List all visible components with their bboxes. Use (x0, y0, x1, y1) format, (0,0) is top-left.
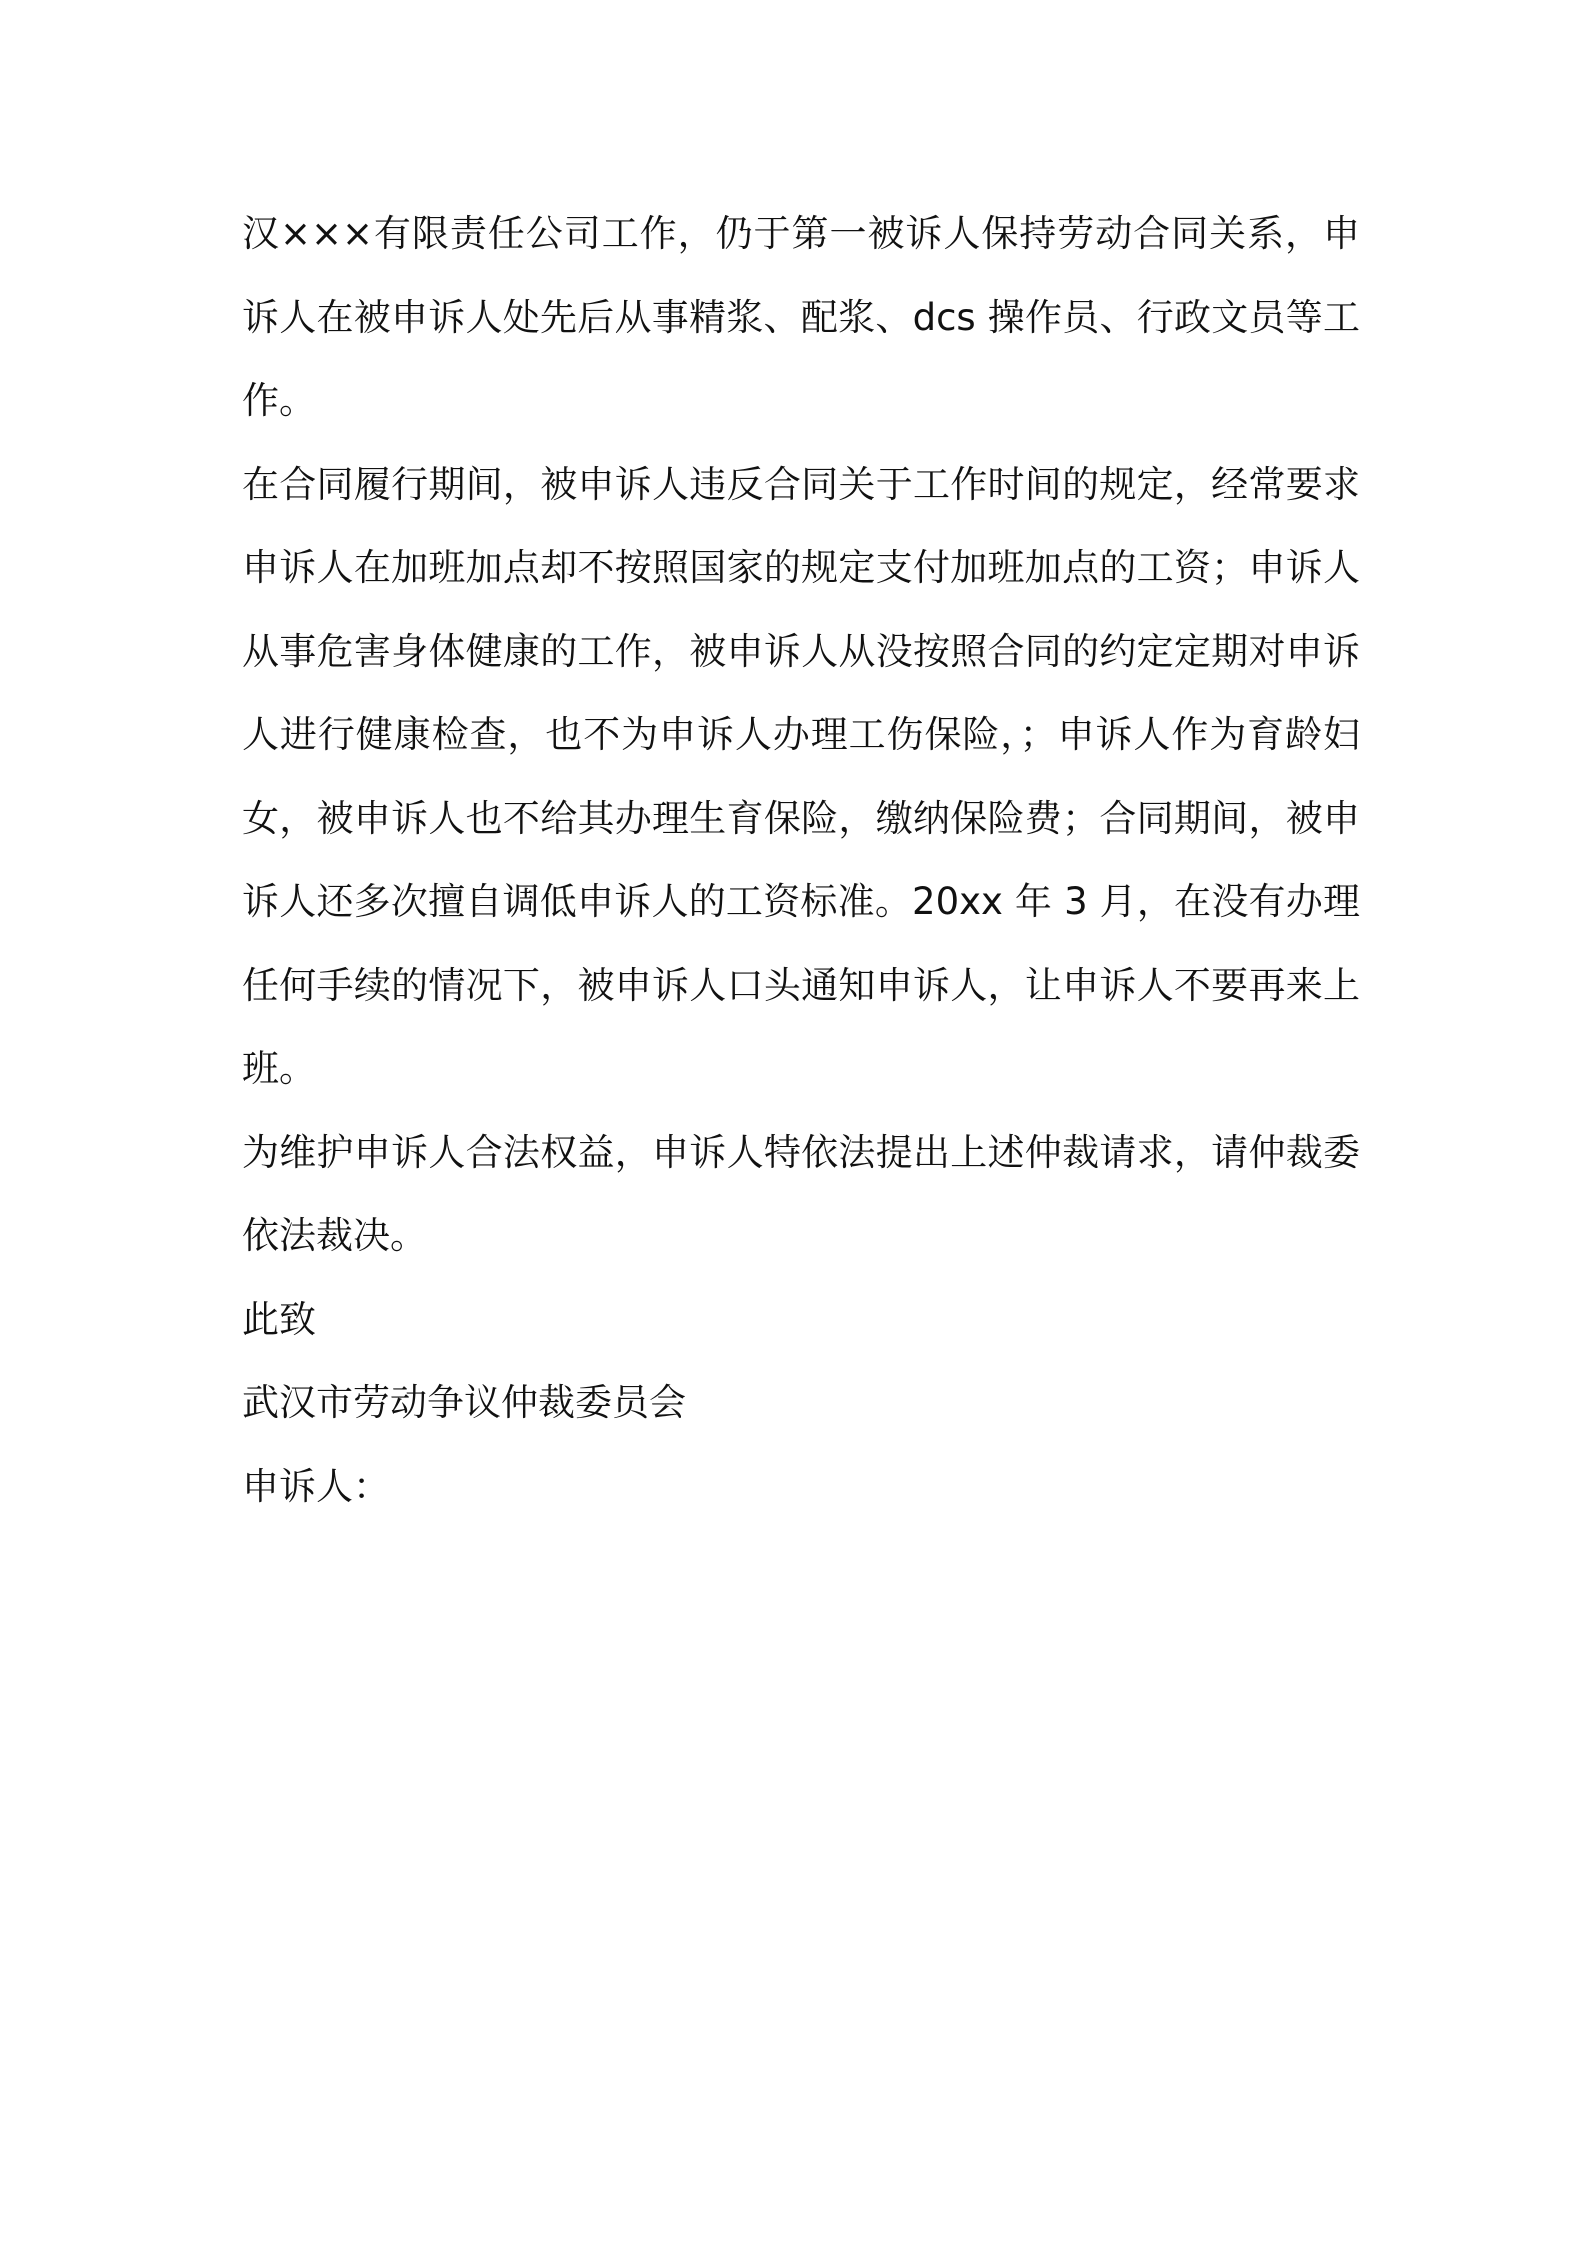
paragraph-request: 为维护申诉人合法权益，申诉人特依法提出上述仲裁请求，请仲裁委依法裁决。 (242, 1130, 1360, 1257)
paragraph-employment: 汉×××有限责任公司工作，仍于第一被诉人保持劳动合同关系，申诉人在被申诉人处先后从事精浆、配浆、dcs 操作员、行政文员等工作。 (242, 212, 1360, 422)
closing-salutation: 此致 (242, 1297, 316, 1341)
paragraph-violations: 在合同履行期间，被申诉人违反合同关于工作时间的规定，经常要求申诉人在加班加点却不按照国家的规定支付加班加点的工资；申诉人从事危害身体健康的工作，被申诉人从没按照合同的约定定期对申诉人进行健康检查，也不为申诉人办理工伤保险，；申诉人作为育龄妇女，被申诉人也不给其办理生育保险，缴纳保险费；合同期间，被申诉人还多次擅自调低申诉人的工资标准。20xx 年 3 月，在没有办理任何手续的情况下，被申诉人口头通知申诉人，让申诉人不要再来上班。 (242, 462, 1360, 1090)
signature-label: 申诉人： (242, 1464, 390, 1508)
recipient-name: 武汉市劳动争议仲裁委员会 (242, 1381, 686, 1424)
document-body (242, 192, 1360, 1528)
